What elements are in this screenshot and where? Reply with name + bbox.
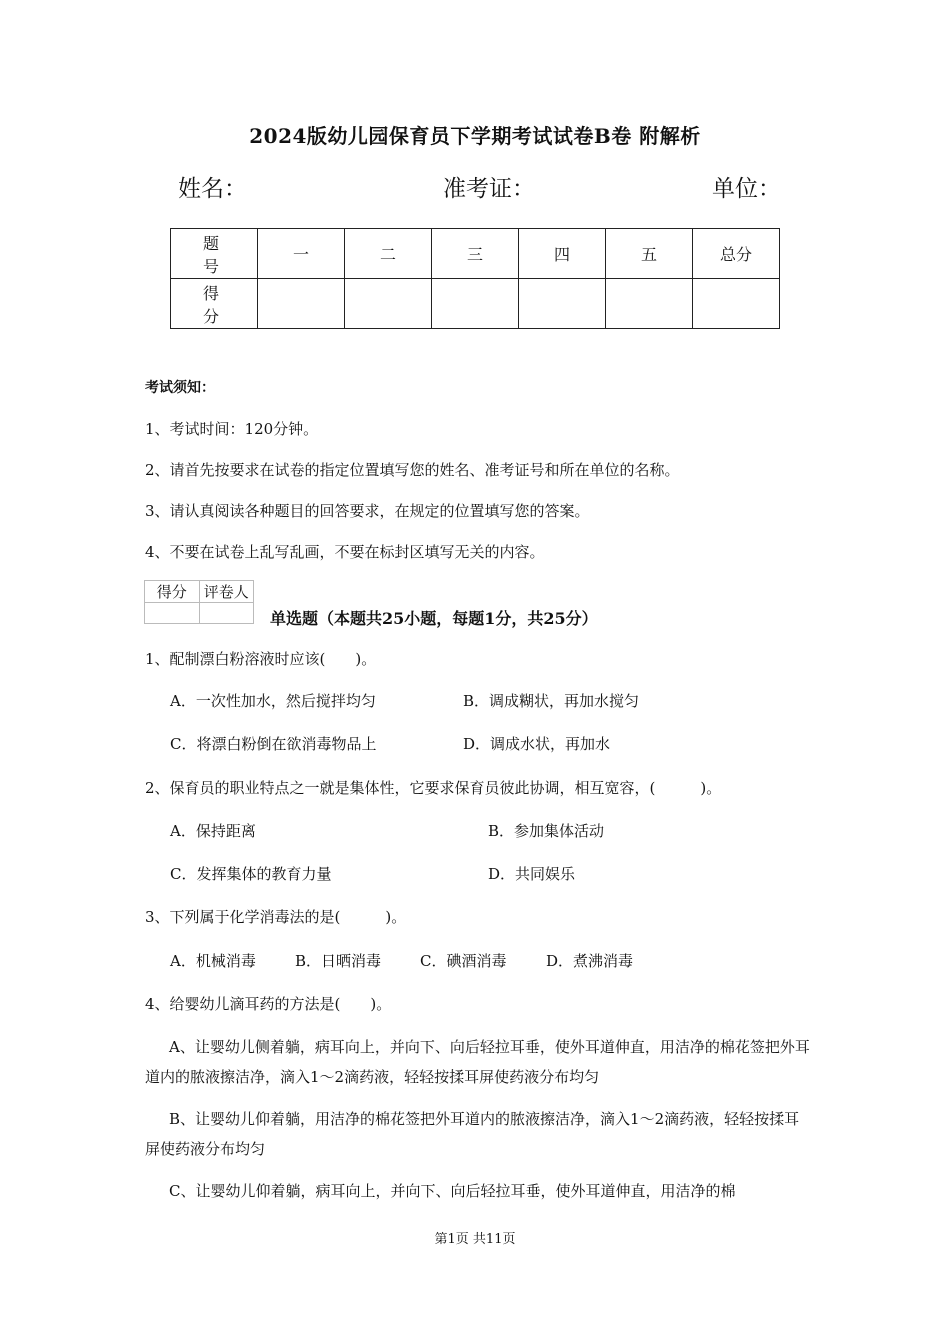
score-entry-cell[interactable] [606,279,693,329]
score-entry-cell[interactable] [432,279,519,329]
question-stem: 4、给婴幼儿滴耳药的方法是( )。 [145,995,392,1013]
option-c[interactable]: C．碘酒消毒 [420,952,507,970]
unit-label: 单位： [712,176,781,202]
notice-item: 3、请认真阅读各种题目的回答要求，在规定的位置填写您的答案。 [145,502,590,520]
score-entry-cell[interactable] [519,279,606,329]
score-table [170,228,780,329]
option-c[interactable]: C．将漂白粉倒在欲消毒物品上 [170,735,377,753]
score-table-score-row [171,279,780,329]
document-title: 2024版幼儿园保育员下学期考试试卷B卷 附解析 [249,124,701,148]
option-b[interactable]: B、让婴幼儿仰着躺，用洁净的棉花签把外耳道内的脓液擦洁净，滴入1～2滴药液，轻轻按揉耳屏使药液分布均匀 [145,1110,800,1158]
option-b[interactable]: B．参加集体活动 [488,822,605,840]
option-d[interactable]: D．煮沸消毒 [546,952,634,970]
score-table-cell: 得 分 [171,279,258,329]
option-c[interactable]: C、让婴幼儿仰着躺，病耳向上，并向下、向后轻拉耳垂，使外耳道伸直，用洁净的棉 [169,1182,736,1200]
option-b[interactable]: B．调成糊状，再加水搅匀 [463,692,640,710]
score-table-cell: 总分 [693,229,780,279]
score-entry-cell[interactable] [258,279,345,329]
grader-score-label: 得分 [145,581,200,603]
score-entry-cell[interactable] [345,279,432,329]
option-a[interactable]: A、让婴幼儿侧着躺，病耳向上，并向下、向后轻拉耳垂，使外耳道伸直，用洁净的棉花签把外耳道内的脓液擦洁净，滴入1～2滴药液，轻轻按揉耳屏使药液分布均匀 [145,1038,810,1086]
name-label: 姓名： [178,176,247,202]
score-table-cell: 一 [258,229,345,279]
question-stem: 3、下列属于化学消毒法的是( )。 [145,908,407,926]
score-table-cell: 题 号 [171,229,258,279]
score-table-header-row [171,229,780,279]
grader-table [144,580,254,624]
option-c[interactable]: C．发挥集体的教育力量 [170,865,332,883]
notice-item: 1、考试时间：120分钟。 [145,420,319,438]
exam-id-label: 准考证： [443,176,535,202]
notice-item: 2、请首先按要求在试卷的指定位置填写您的姓名、准考证号和所在单位的名称。 [145,461,680,479]
option-a[interactable]: A．机械消毒 [170,952,256,970]
score-entry-cell[interactable] [693,279,780,329]
notice-item: 4、不要在试卷上乱写乱画，不要在标封区填写无关的内容。 [145,543,545,561]
option-b[interactable]: B．日晒消毒 [295,952,382,970]
option-a[interactable]: A．保持距离 [170,822,256,840]
option-a[interactable]: A．一次性加水，然后搅拌均匀 [170,692,376,710]
score-table-cell: 四 [519,229,606,279]
grader-score-entry[interactable] [145,603,200,624]
section-title: 单选题（本题共25小题，每题1分，共25分） [270,609,598,628]
page-footer: 第1页 共11页 [434,1232,516,1247]
question-stem: 2、保育员的职业特点之一就是集体性，它要求保育员彼此协调，相互宽容，( )。 [145,779,722,797]
score-table-cell: 三 [432,229,519,279]
question-stem: 1、配制漂白粉溶液时应该( )。 [145,650,377,668]
option-d[interactable]: D．调成水状，再加水 [463,735,611,753]
score-table-cell: 二 [345,229,432,279]
option-d[interactable]: D．共同娱乐 [488,865,576,883]
score-table-cell: 五 [606,229,693,279]
grader-name-label: 评卷人 [199,581,254,603]
grader-name-entry[interactable] [199,603,254,624]
notice-title: 考试须知： [145,380,215,396]
